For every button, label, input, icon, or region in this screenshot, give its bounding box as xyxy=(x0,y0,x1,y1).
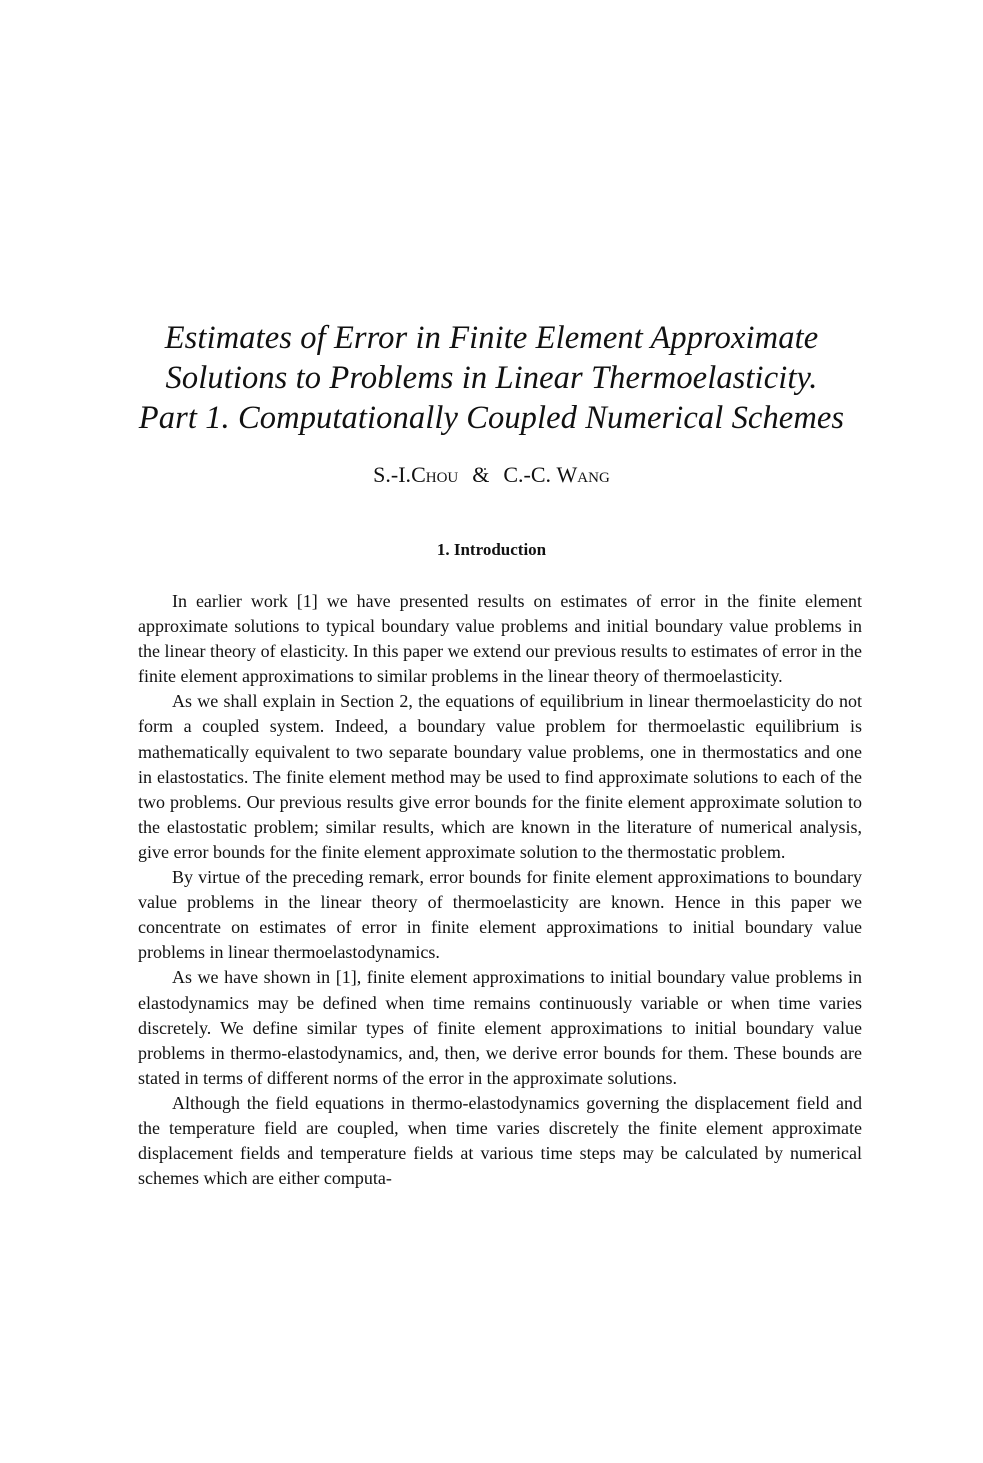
title-line-1: Estimates of Error in Finite Element Approximate xyxy=(164,320,819,356)
author-line xyxy=(0,461,983,489)
author-1-surname: Chou xyxy=(411,462,459,487)
paragraph: As we shall explain in Section 2, the equations of equilibrium in linear thermoelasticity do not form a coupled system. Indeed, a boundary value problem for thermoelastic equilibrium is mathematically equivalent to two separate boundary value problems, one in thermostatics and one in elastostatics. The finite element method may be used to find approximate solutions to each of the two problems. Our previous results give error bounds for the finite element approximate solution to the elastostatic problem; similar results, which are known in the literature of numerical analysis, give error bounds for the finite element approximate solution to the thermostatic problem. xyxy=(138,691,862,862)
paragraph: As we have shown in [1], finite element approximations to initial boundary value problems in elastodynamics may be defined when time remains continuously variable or when time varies discretely. We define similar types of finite element approximations to initial boundary value problems in thermo-elastodynamics, and, then, we derive error bounds for them. These bounds are stated in terms of different norms of the error in the approximate solutions. xyxy=(138,967,862,1088)
title-line-2: Solutions to Problems in Linear Thermoelasticity. xyxy=(165,360,818,396)
author-2 xyxy=(503,462,609,487)
paper-title xyxy=(100,318,883,438)
author-2-initials: C.-C. xyxy=(503,462,552,487)
author-1 xyxy=(373,462,458,487)
author-1-initials: S.-I. xyxy=(373,462,412,487)
paragraph: Although the field equations in thermo-elastodynamics governing the displacement field and the temperature field are coupled, when time varies discretely the finite element approximate displacement fields and temperature fields at various time steps may be calculated by numerical schemes which are either computa- xyxy=(138,1092,862,1189)
paragraph: By virtue of the preceding remark, error bounds for finite element approximations to boundary value problems in the linear theory of thermoelasticity are known. Hence in this paper we concentrate on estimates of error in finite element approximations to initial boundary value problems in linear thermoelastodynamics. xyxy=(138,867,862,963)
author-2-surname: Wang xyxy=(556,462,610,487)
title-line-3: Part 1. Computationally Coupled Numerical Schemes xyxy=(138,400,845,436)
paragraph: In earlier work [1] we have presented results on estimates of error in the finite element approximate solutions to typical boundary value problems and initial boundary value problems in the linear theory of elasticity. In this paper we extend our previous results to estimates of error in the finite element approximations to similar problems in the linear theory of thermoelasticity. xyxy=(138,591,862,687)
body-text xyxy=(138,589,862,1191)
author-separator: & xyxy=(472,462,490,487)
section-heading: 1. Introduction xyxy=(436,540,547,559)
